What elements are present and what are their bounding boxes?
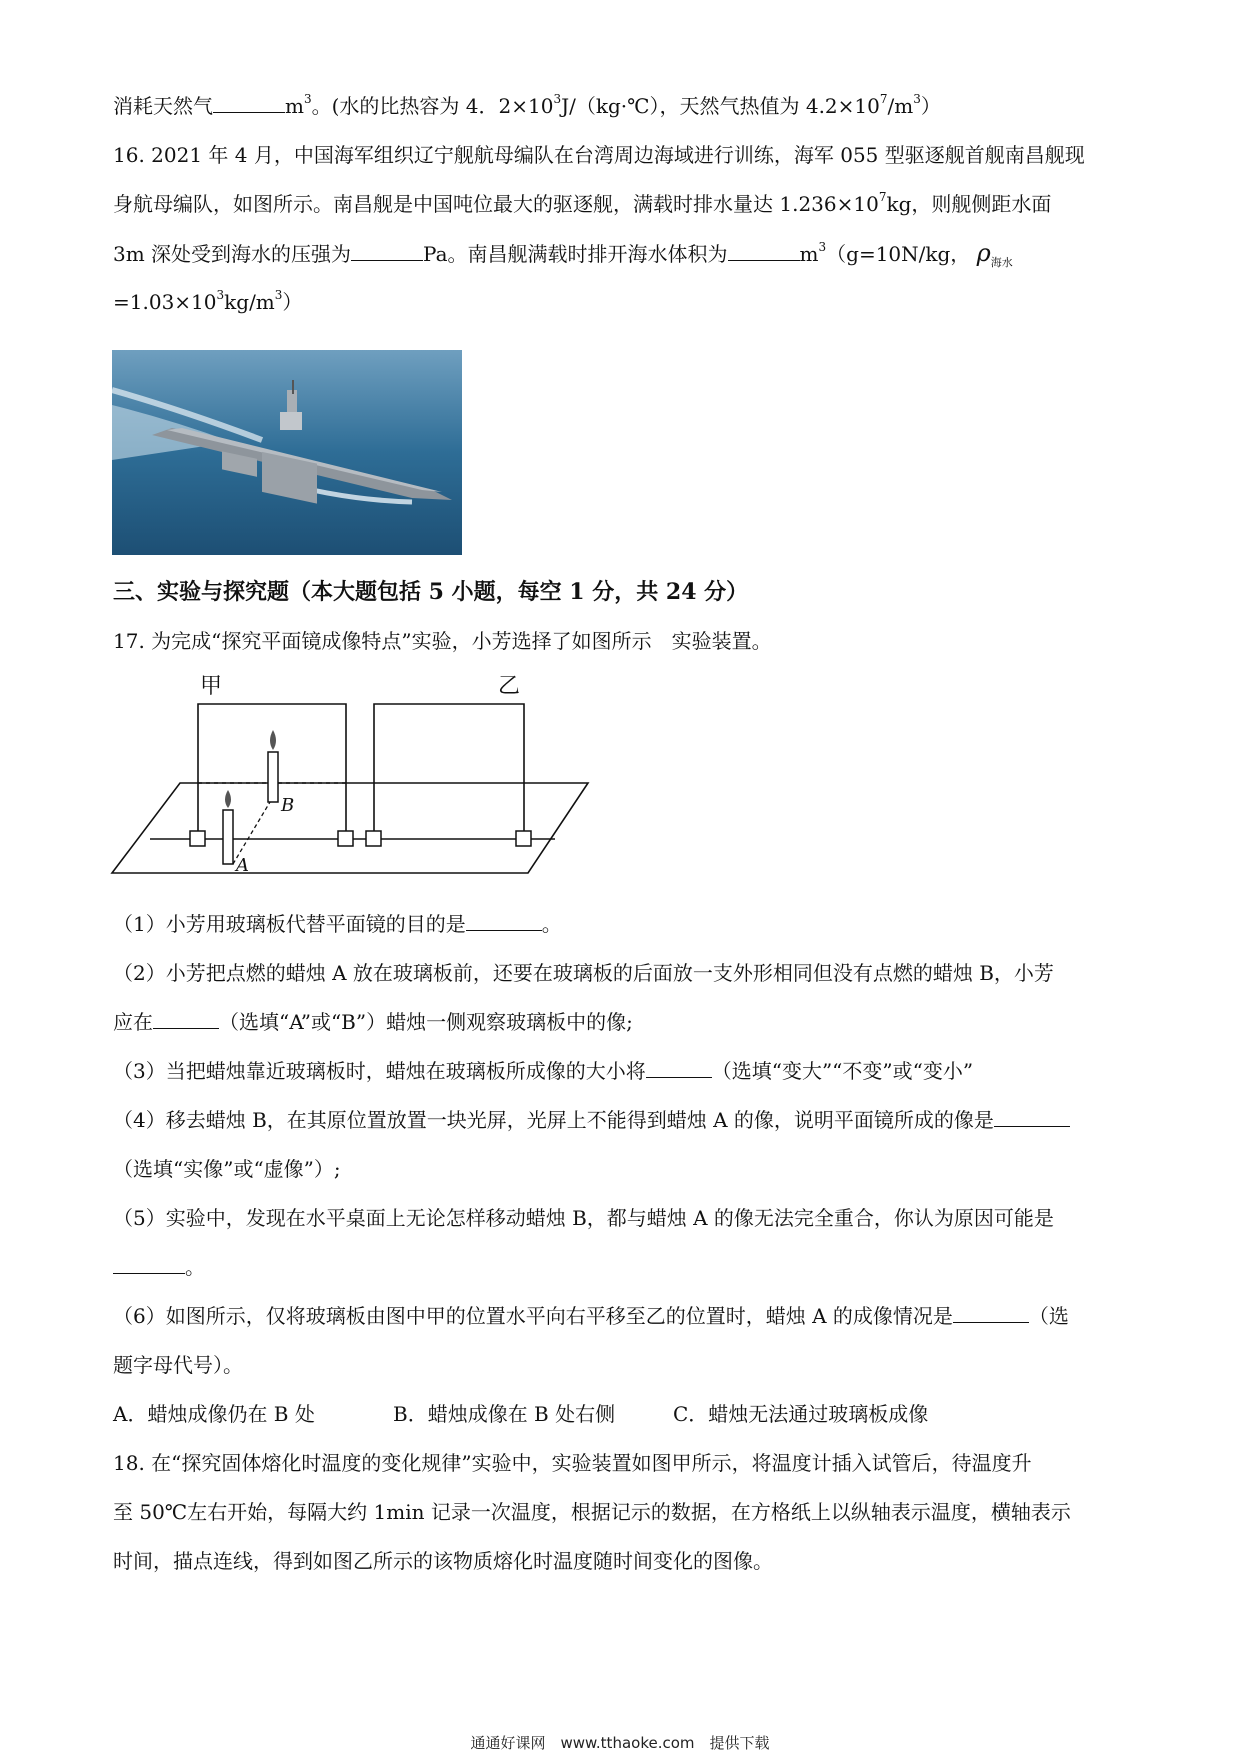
superscript: 3 xyxy=(913,92,921,107)
text: 。 xyxy=(185,1255,205,1279)
option-b[interactable]: B．蜡烛成像在 B 处右侧 xyxy=(393,1402,616,1426)
text: ） xyxy=(920,94,941,118)
q16-line-2 xyxy=(113,190,1051,218)
text: J/（kg·℃），天然气热值为 4.2×10 xyxy=(561,94,880,118)
q17-1 xyxy=(113,910,562,938)
answer-blank[interactable] xyxy=(466,910,542,931)
q17-2-line-2 xyxy=(113,1008,633,1036)
superscript: 3 xyxy=(303,92,312,107)
label-jia: 甲 xyxy=(200,674,223,699)
superscript: 3 xyxy=(818,240,827,255)
text: 消耗天然气 xyxy=(113,94,213,118)
superscript: 7 xyxy=(879,92,888,107)
text: （4）移去蜡烛 B，在其原位置放置一块光屏，光屏上不能得到蜡烛 A 的像，说明平面镜所成的像是 xyxy=(113,1108,994,1132)
label-yi: 乙 xyxy=(498,674,521,699)
q17-4-line-1 xyxy=(113,1106,1070,1134)
text: 应在 xyxy=(113,1010,153,1034)
answer-blank[interactable] xyxy=(153,1008,219,1029)
label-candle-a: A xyxy=(236,855,249,876)
q17-6-line-1 xyxy=(113,1302,1069,1330)
section-heading: 三、实验与探究题（本大题包括 5 小题，每空 1 分，共 24 分） xyxy=(113,579,749,605)
superscript: 3 xyxy=(553,92,562,107)
q17-5-line-1: （5）实验中，发现在水平桌面上无论怎样移动蜡烛 B，都与蜡烛 A 的像无法完全重合，你认为原因可能是 xyxy=(113,1206,1054,1230)
q16-line-1: 16. 2021 年 4 月，中国海军组织辽宁舰航母编队在台湾周边海域进行训练，海军 055 型驱逐舰首舰南昌舰现 xyxy=(113,143,1085,167)
text: 。 xyxy=(541,912,562,936)
text: m xyxy=(285,94,304,118)
text: （3）当把蜡烛靠近玻璃板时，蜡烛在玻璃板所成像的大小将 xyxy=(113,1059,646,1083)
q17-stem: 17. 为完成“探究平面镜成像特点”实验，小芳选择了如图所示 实验装置。 xyxy=(113,629,772,653)
text: （选填“A”或“B”）蜡烛一侧观察玻璃板中的像; xyxy=(219,1010,633,1034)
text: 3m 深处受到海水的压强为 xyxy=(113,242,352,266)
text: m xyxy=(799,242,819,266)
q15-tail xyxy=(113,92,941,120)
q18-line-1: 18. 在“探究固体熔化时温度的变化规律”实验中，实验装置如图甲所示，将温度计插入试管后，待温度升 xyxy=(113,1451,1032,1475)
option-a[interactable]: A．蜡烛成像仍在 B 处 xyxy=(113,1402,315,1426)
pressure-blank[interactable] xyxy=(351,240,423,261)
answer-blank[interactable] xyxy=(646,1057,712,1078)
q18-line-2: 至 50℃左右开始，每隔大约 1min 记录一次温度，根据记示的数据，在方格纸上以纵轴表示温度，横轴表示 xyxy=(113,1500,1071,1524)
answer-blank[interactable] xyxy=(953,1302,1029,1323)
mirror-experiment-diagram xyxy=(110,670,590,890)
text: ） xyxy=(282,290,303,314)
q17-options xyxy=(113,1400,928,1428)
answer-blank[interactable] xyxy=(213,92,285,113)
text: =1.03×10 xyxy=(113,290,217,314)
volume-blank[interactable] xyxy=(728,240,800,261)
text: 身航母编队，如图所示。南昌舰是中国吨位最大的驱逐舰，满载时排水量达 1.236×10 xyxy=(113,192,879,216)
text: （选填“变大”“不变”或“变小” xyxy=(711,1059,974,1083)
superscript: 3 xyxy=(216,288,225,303)
destroyer-photo xyxy=(112,350,462,555)
answer-blank[interactable] xyxy=(113,1253,185,1274)
text: 。(水的比热容为 4．2×10 xyxy=(311,94,554,118)
option-c[interactable]: C．蜡烛无法通过玻璃板成像 xyxy=(673,1402,929,1426)
text: kg，则舰侧距水面 xyxy=(886,192,1052,216)
text: （选 xyxy=(1028,1304,1069,1328)
label-candle-b: B xyxy=(281,795,295,816)
q18-line-3: 时间，描点连线，得到如图乙所示的该物质熔化时温度随时间变化的图像。 xyxy=(113,1549,773,1573)
text: （g=10N/kg， xyxy=(826,242,971,266)
text: Pa。南昌舰满载时排开海水体积为 xyxy=(423,242,728,266)
superscript: 3 xyxy=(274,288,283,303)
q17-5-line-2 xyxy=(113,1253,205,1281)
q17-4-line-2: （选填“实像”或“虚像”）; xyxy=(113,1157,341,1181)
q17-6-line-2: 题字母代号）。 xyxy=(113,1353,243,1377)
text: /m xyxy=(887,94,914,118)
text: （1）小芳用玻璃板代替平面镜的目的是 xyxy=(113,912,466,936)
q16-line-3 xyxy=(113,239,1013,268)
superscript: 7 xyxy=(878,190,887,205)
subscript: 海水 xyxy=(990,256,1013,269)
rho-symbol: ρ xyxy=(976,239,991,267)
q17-2-line-1: （2）小芳把点燃的蜡烛 A 放在玻璃板前，还要在玻璃板的后面放一支外形相同但没有点燃的蜡烛 B，小芳 xyxy=(113,961,1054,985)
answer-blank[interactable] xyxy=(994,1106,1070,1127)
q17-3 xyxy=(113,1057,973,1085)
page-footer: 通通好课网 www.tthaoke.com 提供下载 xyxy=(470,1734,770,1752)
text: （6）如图所示，仅将玻璃板由图中甲的位置水平向右平移至乙的位置时，蜡烛 A 的成像情况是 xyxy=(113,1304,953,1328)
text: kg/m xyxy=(224,290,275,314)
q16-line-4 xyxy=(113,288,302,316)
